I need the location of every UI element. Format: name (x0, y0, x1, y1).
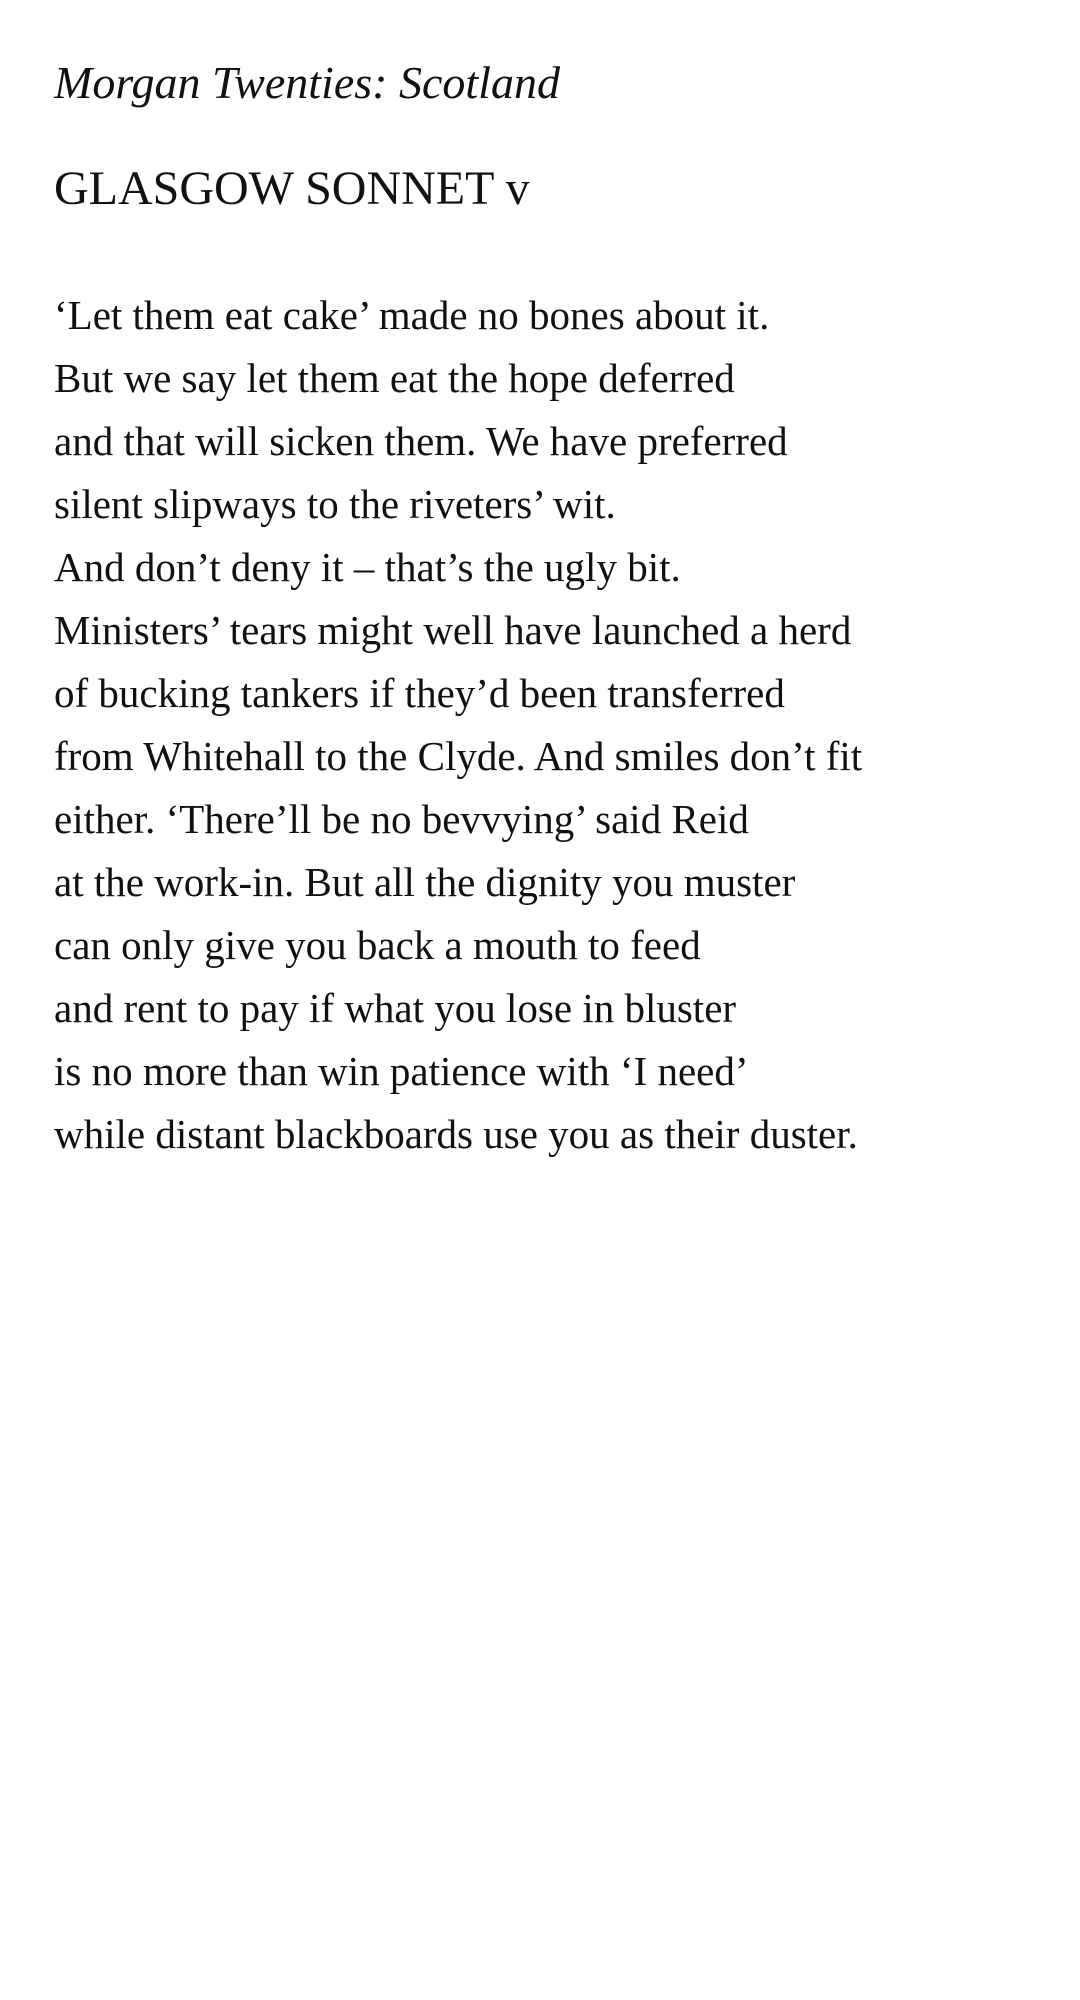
poem-line: and rent to pay if what you lose in bluster (54, 985, 737, 1031)
poem-line: at the work-in. But all the dignity you muster (54, 859, 796, 905)
poem-line: of bucking tankers if they’d been transferred (54, 670, 785, 716)
poem-line: while distant blackboards use you as their duster. (54, 1111, 858, 1157)
poem-line: ‘Let them eat cake’ made no bones about it. (54, 292, 770, 338)
poem-title: GLASGOW SONNET v (54, 162, 530, 215)
poem-line: silent slipways to the riveters’ wit. (54, 481, 616, 527)
poem-line: and that will sicken them. We have preferred (54, 418, 788, 464)
book-title: Morgan Twenties: Scotland (54, 57, 560, 108)
poem-line: either. ‘There’ll be no bevvying’ said Reid (54, 796, 749, 842)
poem-line: Ministers’ tears might well have launched a herd (54, 607, 852, 653)
poem-line: can only give you back a mouth to feed (54, 922, 701, 968)
poem-line: But we say let them eat the hope deferred (54, 355, 735, 401)
poem-line: from Whitehall to the Clyde. And smiles don’t fit (54, 733, 863, 779)
poem-body (54, 284, 1026, 1166)
poem-line: And don’t deny it – that’s the ugly bit. (54, 544, 681, 590)
poem-line: is no more than win patience with ‘I need’ (54, 1048, 749, 1094)
